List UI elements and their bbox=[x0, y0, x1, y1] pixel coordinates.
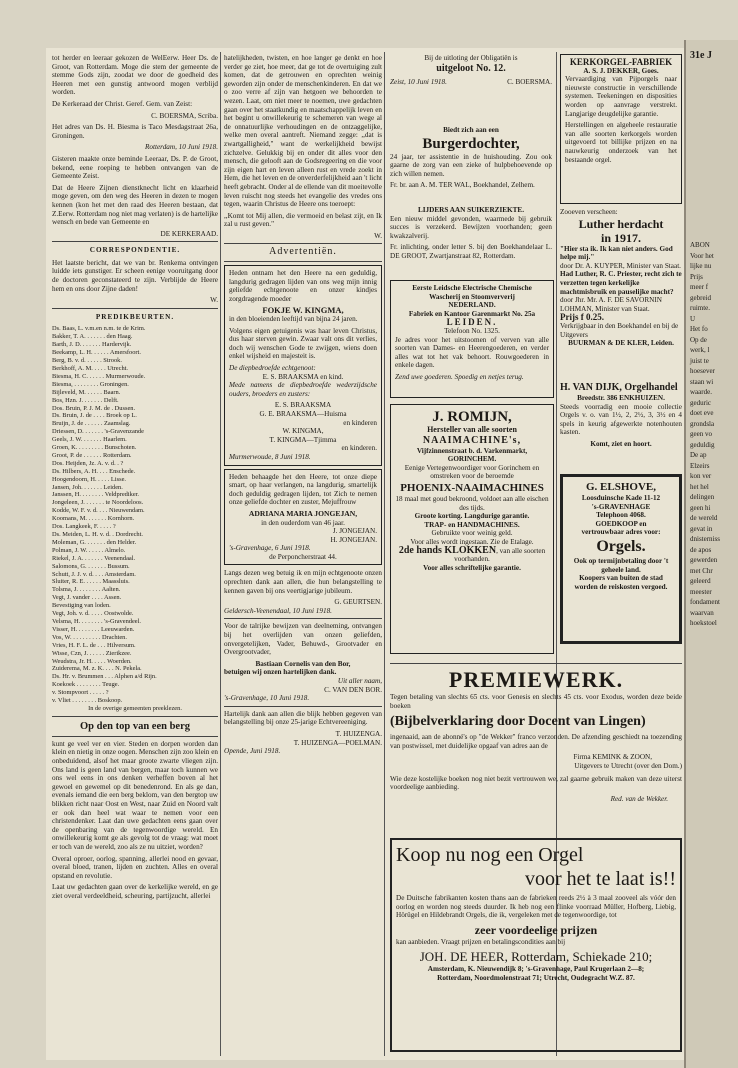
ad-vandijk bbox=[560, 382, 682, 468]
ad-kingma-family: E. S. BRAAKSMA bbox=[274, 401, 332, 410]
preacher-entry: Dos. Bruin, P. J. M. de . Dussen. bbox=[52, 404, 136, 412]
romijn-parts: Voor alles wordt ingestaan. Zie de Etalage. bbox=[410, 537, 534, 546]
hope-text: Dat de Heere Zijnen dienstknecht licht en klaarheid moge geven, om den weg des Heeren in dezen te mogen kennen (kon het met den raad des Heeren bestaan, dat Z.Eerw. Rotterdam nog niet mag verlaten) is de hartelijke wensch en bede van Gemeente en bbox=[52, 183, 218, 227]
adjacent-page-word: hoekstoel bbox=[690, 619, 717, 627]
preacher-entry: Ds. Bruin, J. de . . . . Broek op L. bbox=[52, 412, 137, 420]
kerkorgel-title: KERKORGEL-FABRIEK bbox=[569, 57, 673, 67]
wascherij-line2: Wascherij en Stoomververij bbox=[429, 292, 515, 301]
preacher-entry: Dos. Langkeek, F. . . . . ? bbox=[52, 523, 116, 531]
adjacent-page-word: hoesever bbox=[690, 367, 715, 375]
intro-text: tot herder en leeraar gekozen de WelEerw. Heer Ds. de Groot, van Rotterdam. Moge die stem der gemeente de stemme Gods zijn, zoodat we door de goedheid des Heeren met een gunstig antwoord mogen verblijd worden. bbox=[52, 54, 218, 97]
obligaties-line: Bij de uitloting der Obligatiën is bbox=[424, 54, 518, 62]
ad-burgerdochter bbox=[390, 126, 552, 196]
divider bbox=[52, 308, 218, 309]
adjacent-page-word: meer f bbox=[690, 283, 709, 291]
adjacent-page-word: lijke nu bbox=[690, 262, 712, 270]
adjacent-page-word: ruimte. bbox=[690, 304, 711, 312]
vandijk-body: Steeds voorradig een mooie collectie Orgels v. o. van 1½, 2, 2½, 3, 3½ en 4 spels in keurig afgewerkte notenhouten kasten. bbox=[560, 402, 682, 437]
column-divider bbox=[384, 52, 385, 1056]
firm-city: Uitgevers te Utrecht (over den Dom.) bbox=[574, 761, 682, 770]
ad-vandenbor-sig-label: Uit aller naam, bbox=[337, 677, 382, 685]
bijbel-title: (Bijbelverklaring door Docent van Lingen) bbox=[390, 714, 646, 730]
ad-kingma-body: Volgens eigen getuigenis was haar leven Christus, dus haar sterven gewin. Zwaar valt ons dit verlies, doch wij wenschen Gode te zwijgen, wiens doen enkel wijsheid en majesteit is. bbox=[229, 326, 377, 361]
dateline: Rotterdam, 10 Juni 1918. bbox=[145, 143, 218, 152]
preacher-entry: Hoogendoorn, H. . . . . Lisse. bbox=[52, 475, 127, 483]
preacher-entry: Bevestiging van loden. bbox=[52, 602, 111, 610]
predikbeurten-subhead: Ds. Baas, L. v.m.en n.m. te de Krim. bbox=[52, 325, 146, 333]
article-quote: ,,Komt tot Mij allen, die vermoeid en belast zijt, en Ik zal u rust geven." bbox=[224, 211, 382, 229]
elshove-city: 's-GRAVENHAGE bbox=[591, 502, 651, 511]
article-paragraph: kunt ge veel ver en vier. Steden en dorpen worden dan klein en nietig in onze oogen. Menschen zijn zoo klein en onbeduidend, alsof het maar groote zwarte vliegen zijn. Ons land is geen land van bergen, maar toch kunnen we ons wel eens in ons denken verheffen boven al het gewoel en gewemel op dit benedenrond. En als ge dan, evenals iemand die een berg beklom, van den bergtop uw blikken richt naar Oost en West, naar Zuid en Noord valt er ook dan heel wat waar te nemen voor een christendenker. Laat dan uwe gedachten eens gaan over de openbaring van de tegenwoordige wereld. En onwillekeurig komt ge als gevolg tot de vraag: wat moet er toch van de wereld, zoo als ze nu uitziet, worden? bbox=[52, 739, 218, 851]
column-divider bbox=[220, 52, 221, 1056]
preacher-entry: Tolsma, J. . . . . . . . Aalten. bbox=[52, 586, 121, 594]
preacher-entry: Salomons, G. . . . . . . Bussum. bbox=[52, 562, 130, 570]
adjacent-page-word: delingen bbox=[690, 493, 715, 501]
divider bbox=[52, 716, 218, 717]
adjacent-page-word: doet eve bbox=[690, 409, 714, 417]
ad-geurtsen-sig: G. GEURTSEN. bbox=[334, 598, 382, 607]
predikbeurten-list bbox=[52, 333, 218, 705]
suikerziekte-contact: Fr. inlichting, onder letter S. bij den Boekhandelaar L. DE GROOT, Zwartjanstraat 82, Rotterdam. bbox=[390, 243, 552, 260]
column-2 bbox=[224, 54, 382, 1054]
signature-boersma: C. BOERSMA, Scriba. bbox=[151, 111, 218, 120]
ad-orgel bbox=[390, 838, 682, 1052]
call-text: Gisteren maakte onze beminde Leeraar, Ds. P. de Groot, bekend, eene roeping te hebben ontvangen van de Gemeente Zeist. bbox=[52, 154, 218, 181]
adjacent-page-word: de apos bbox=[690, 545, 712, 554]
ad-kingma-name: FOKJE W. KINGMA, bbox=[262, 305, 344, 316]
preacher-entry: Koomans, M. . . . . . . Kornhorn. bbox=[52, 515, 135, 523]
ad-kingma-family: W. KINGMA, bbox=[282, 427, 324, 436]
firm-name: Firma KEMINK & ZOON, bbox=[573, 753, 652, 762]
ad-romijn bbox=[390, 404, 554, 654]
elshove-buyers: Koopers van buiten de stad worden de reiskosten vergoed. bbox=[574, 574, 668, 591]
correspondence-text: Het laatste bericht, dat we van br. Renkema ontvingen luidde iets gunstiger. Er scheen eenige vooruitgang door de doctoren geconstateerd te zijn. Verblijde de Heere hem en ons door Zijne daden! bbox=[52, 258, 218, 293]
ad-huizenga-sig: T. HUIZENGA—POELMAN. bbox=[293, 738, 382, 747]
ad-kingma-family: T. KINGMA—Tjimma bbox=[269, 435, 337, 444]
wascherij-line3: NEDERLAND. bbox=[448, 301, 496, 310]
romijn-clocks2: , van alle soorten voorhanden. bbox=[454, 546, 546, 564]
elshove-trust: vertrouwbaar adres voor: bbox=[581, 528, 661, 537]
ad-geurtsen-place: Geldersch-Veenendaal, 10 Juni 1918. bbox=[224, 606, 332, 615]
luther-author2: door Jhr. Mr. A. F. DE SAVORNIN LOHMAN, Minister van Staat. bbox=[560, 296, 662, 313]
adjacent-page-word: gewerden bbox=[690, 556, 718, 564]
preacher-entry: v. Vliet . . . . . . . . Boskoop. bbox=[52, 697, 123, 705]
luther-question: Had Luther, R. C. Priester, recht zich te verzetten tegen kerkelijke machtmisbruik en pauselijke macht? bbox=[560, 270, 682, 296]
preacher-entry: Ds. Hilbers, A. H. . . . Enschede. bbox=[52, 467, 136, 475]
preacher-entry: Vries, H. F. L. de . . . Hilversum. bbox=[52, 641, 136, 649]
wascherij-foot: Zend uwe goederen. Spoedig en netjes terug. bbox=[395, 372, 524, 381]
preacher-entry: v. Stompvoort . . . . . ? bbox=[52, 689, 109, 697]
elshove-name: G. ELSHOVE, bbox=[586, 481, 656, 493]
ad-jongejan-age: in den ouderdom van 46 jaar. bbox=[261, 518, 345, 527]
adjacent-page-text bbox=[690, 240, 738, 629]
elshove-terms: Ook op termijnbetaling door 't geheele land. bbox=[573, 556, 669, 574]
elshove-product: Orgels. bbox=[596, 537, 646, 555]
preacher-entry: Ds. Meiden, L. H. v. d. . Dordrecht. bbox=[52, 531, 143, 538]
ad-jongejan-name: ADRIANA MARIA JONGEJAN, bbox=[248, 508, 358, 518]
adjacent-page-word: met Chr bbox=[690, 566, 713, 575]
ad-kingma-mourner: E. S. BRAAKSMA en kind. bbox=[262, 372, 344, 381]
preacher-entry: Biesma, H. C. . . . . . Murmerwoude. bbox=[52, 372, 146, 380]
ad-kingma-family-label: Mede namens de diepbedroefde wederzijdsche ouders, broeders en zusters: bbox=[229, 381, 377, 398]
orgel-name: JOH. DE HEER, Rotterdam, Schiekade 210; bbox=[419, 949, 653, 965]
adjacent-page-word: gevat in bbox=[690, 524, 713, 533]
romijn-repair: Voor alles schriftelijke garantie. bbox=[423, 563, 521, 572]
preacher-entry: Bakker, T. A. . . . . . . den Haag. bbox=[52, 333, 133, 341]
orgel-address1: Amsterdam, K. Nieuwendijk 8; 's-Gravenhage, Paul Krugerlaan 2—8; bbox=[427, 965, 645, 974]
wascherij-address: Fabriek en Kantoor Garenmarkt No. 25a bbox=[408, 309, 536, 318]
preacher-entry: Weudstra, Jr. H. . . . . Woerden. bbox=[52, 657, 132, 665]
article-title: Op den top van een berg bbox=[80, 720, 190, 732]
luther-price: Prijs f 0.25. bbox=[560, 312, 604, 323]
predikbeurten-heading: PREDIKBEURTEN. bbox=[95, 312, 175, 321]
ad-jongejan-lead: Heden behaagde het den Heere, tot onze diepe smart, op haar verlangen, na langdurig, smartelijk doch geduldig gedragen lijden, tot Zich te nemen onze geliefde dochter en zuster, Mejuffrouw bbox=[229, 472, 377, 507]
romijn-used: Gebruikte voor weinig geld. bbox=[431, 529, 513, 538]
ad-kingma-mourner-label: De diepbedroefde echtgenoot: bbox=[229, 364, 316, 372]
wascherij-body: Je adres voor het uitstoomen of verven van alle soorten van Dames- en Heerengoederen, en verder alles wat tot het vak behoort. Rouwgoederen in enkele dagen. bbox=[395, 335, 549, 370]
romijn-warranty: 18 maal met goud bekroond, voldoet aan alle eischen des tijds. bbox=[395, 494, 549, 512]
preacher-entry: Beekamp, L. H. . . . . . Amersfoort. bbox=[52, 349, 141, 357]
ad-huizenga-text: Hartelijk dank aan allen die blijk hebben gegeven van belangstelling bij onze 25-jarige Echtvereeniging. bbox=[224, 709, 382, 727]
preacher-entry: Zuiderema, M. z. K. . . . N. Pekela. bbox=[52, 665, 142, 673]
luther-intro: Zooeven verscheen: bbox=[560, 208, 618, 216]
preacher-entry: Berg, B. v. d. . . . . . Strook. bbox=[52, 357, 122, 365]
kerkorgel-owner: A. S. J. DEKKER, Goes. bbox=[583, 66, 659, 75]
ad-obligaties bbox=[390, 54, 552, 106]
luther-publisher: BUURMAN & DE KLER, Leiden. bbox=[568, 339, 674, 348]
preacher-entry: Jongeleen, J. . . . . . . te Noordeloos. bbox=[52, 499, 144, 507]
suikerziekte-title: LIJDERS AAN SUIKERZIEKTE. bbox=[417, 206, 525, 214]
orgel-head1: Koop nu nog een Orgel bbox=[396, 844, 584, 866]
preacher-entry: Biesma, . . . . . . . . Groningen. bbox=[52, 380, 129, 388]
ad-vandenbor-sig: C. VAN DEN BOR. bbox=[324, 685, 382, 694]
orgel-prijzen: zeer voordeelige prijzen bbox=[474, 922, 598, 937]
romijn-clocks-line bbox=[395, 544, 549, 564]
ad-wascherij bbox=[390, 280, 554, 398]
preacher-entry: Bos, Hzn. J. . . . . . . Delft. bbox=[52, 396, 119, 404]
ad-kingma-family: en kinderen. bbox=[341, 444, 377, 453]
adjacent-page-word: waarde. bbox=[690, 388, 712, 396]
burgerdochter-head: Biedt zich aan een bbox=[443, 126, 499, 134]
ad-kingma-family: G. E. BRAAKSMA—Huisma bbox=[259, 409, 347, 418]
preacher-entry: Velsma, H. . . . . . . . 's-Gravendeel. bbox=[52, 617, 141, 625]
preacher-entry: Moleman, G. . . . . . . den Helder. bbox=[52, 538, 137, 546]
obligaties-number: uitgeloot No. 12. bbox=[436, 62, 506, 74]
luther-quote: "Hier sta ik. Ik kan niet anders. God helpe mij." bbox=[560, 244, 673, 262]
adjacent-page-word: geduric bbox=[690, 398, 711, 407]
ad-vandenbor-text: Voor de talrijke bewijzen van deelneming, ontvangen bij het overlijden van onzen geliefden, onvergetelijken, Vader, Behuwd-, Grootvader en Overgrootvader, bbox=[224, 622, 382, 657]
adjacent-page-word: de wereld bbox=[690, 514, 718, 522]
burgerdochter-body: 24 jaar, ter assistentie in de huishouding. Zou ook gaarne de zorg van een zieke of hulpbehoevende op zich willen nemen. bbox=[390, 152, 552, 178]
predikbeurten-footer: In de overige gemeenten preeklezen. bbox=[88, 704, 182, 712]
column-1 bbox=[52, 54, 218, 1054]
adjacent-page-word: juist te bbox=[690, 356, 709, 365]
preacher-entry: Bijleveld, M. . . . . . Baarn. bbox=[52, 388, 121, 396]
adjacent-page-word: staan wi bbox=[690, 377, 714, 386]
article-continued: hatelijkheden, twisten, en hoe langer ge denkt en hoe verder ge ziet, hoe meer, dat ge tot de overtuiging zult komen, dat de getrouwen en oprechten weinig geworden zijn onder de menschenkinderen. En dat we o zoo verre af zijn van hetgoen we behoorden te wezen. Laat, om niet meer te noemen, uwe gedachten gaan over het staatkundig en maatschappelijk leven en het begint u onwillekeurig te schemeren van wege al de onnatuurlijke verhoudingen en de ontzaggelijke, welke men overal aantreft. Niemand zegge: ,,dat is zwartgalligheid," want de werkelijkheid bewijst zichzelve. Gelukkig bij en onder dit alles voor den mensch, die gelooft aan de Godsregeering en die voor zijn eigen hart en leven alleen rust en vrede zoekt in Hem, die het leven en de onverderfelijkheid aan 't licht heeft gebracht. Onder al de ellende van dit moeitevolle leven ruischt nog steeds het evangelie des vredes ons tegen, waarin Christus de Heere ons toeroept: bbox=[224, 54, 382, 209]
adjacent-page-word: grondsla bbox=[690, 419, 715, 428]
ad-jongejan bbox=[224, 469, 382, 566]
adjacent-page-word: Het fo bbox=[690, 325, 708, 333]
wascherij-line1: Eerste Leidsche Electrische Chemische bbox=[412, 284, 532, 292]
preacher-entry: Vos, W. . . . . . . . . . Drachten. bbox=[52, 633, 127, 641]
elshove-phone: Telephoon 4068. bbox=[596, 511, 646, 520]
ad-jongejan-street: de Perponcherstraat 44. bbox=[269, 552, 337, 561]
preacher-entry: Groen, K. . . . . . . . . Bunschoten. bbox=[52, 444, 137, 452]
luther-author1: door Dr. A. KUYPER, Minister van Staat. bbox=[560, 261, 681, 270]
ad-kerkorgel bbox=[560, 54, 682, 204]
divider bbox=[224, 261, 382, 262]
preacher-entry: Bruijn, J. de . . . . . . Zaamslag. bbox=[52, 420, 131, 428]
adjacent-page-word: geen hi bbox=[690, 503, 711, 512]
ad-premiewerk bbox=[390, 660, 682, 832]
romijn-name: J. ROMIJN, bbox=[432, 409, 512, 425]
advertenties-heading: Advertentiën. bbox=[269, 246, 337, 258]
burgerdochter-title: Burgerdochter, bbox=[422, 135, 520, 152]
obligaties-place: Zeist, 10 Juni 1918. bbox=[390, 78, 447, 86]
orgel-text: De Duitsche fabrikanten kosten thans aan de fabrieken reeds 2½ à 3 maal zooveel als vóór den oorlog en worden nog steeds duurder. Ik heb nog een flinke voorraad Müller, Hofberg, Liebig, Hörügel en Hildebrandt Orgels, die ik, vergeleken met de tegenwoordige, tot bbox=[396, 894, 676, 920]
preacher-entry: Visser, H. . . . . . . . Leeuwarden. bbox=[52, 625, 135, 633]
romijn-agent: Eenige Vertegenwoordiger voor Gorinchem en omstreken voor de beroemde bbox=[404, 463, 540, 481]
ad-geurtsen bbox=[224, 569, 382, 615]
ad-vandenbor-name: Bastiaan Cornelis van den Bor, bbox=[255, 659, 351, 668]
address-note: Het adres van Ds. H. Biesma is Taco Mesdagstraat 26a, Groningen. bbox=[52, 123, 218, 140]
preacher-entry: Driessen, D. . . . . . . 's-Gravenzande bbox=[52, 428, 145, 436]
preacher-entry: Groot, P. de . . . . . . Rotterdam. bbox=[52, 451, 132, 459]
adjacent-page-word: werk, l bbox=[690, 346, 710, 354]
vandijk-address: Breedstr. 386 ENKHUIZEN. bbox=[577, 394, 665, 402]
preacher-entry: Vegt, Joh. v. d. . . . . Oostwolde. bbox=[52, 610, 134, 618]
wie-text: Wie deze kostelijke boeken nog niet bezit vertrouwen we, zal gaarne gebruik maken van deze uiterst voordeelige aanbieding. bbox=[390, 774, 682, 792]
adjacent-page-word: Op de bbox=[690, 335, 707, 344]
ad-jongejan-sig: J. JONGEJAN. bbox=[332, 527, 377, 536]
ad-vandenbor-place: 's-Gravenhage, 10 Juni 1918. bbox=[224, 694, 310, 703]
ad-elshove bbox=[560, 474, 682, 644]
romijn-product: PHOENIX-NAAIMACHINES bbox=[400, 481, 544, 494]
article-paragraph: Laat uw gedachten gaan over de kerkelijke wereld, en ge ziet overal verdeeldheid, scheuring, partijzucht, allerlei bbox=[52, 883, 218, 900]
divider bbox=[52, 736, 218, 737]
correspondence-heading: CORRESPONDENTIE. bbox=[89, 246, 181, 255]
preacher-entry: Berkhoff, A. M. . . . . Utrecht. bbox=[52, 364, 129, 372]
luther-shop: Verkrijgbaar in den Boekhandel en bij de Uitgevers bbox=[560, 321, 679, 339]
ad-jongejan-place: 's-Gravenhage, 6 Juni 1918. bbox=[229, 544, 311, 553]
burgerdochter-contact: Fr. br. aan A. M. TER WAL, Boekhandel, Zelhem. bbox=[390, 181, 535, 190]
romijn-trade: Hersteller van alle soorten bbox=[427, 425, 517, 434]
kerkeraad-text: De Kerkeraad der Christ. Geref. Gem. van Zeist: bbox=[52, 99, 193, 108]
correspondence-signature: W. bbox=[210, 296, 218, 305]
obligaties-signature: C. BOERSMA. bbox=[507, 78, 552, 86]
divider bbox=[390, 663, 682, 664]
vandijk-name: H. VAN DIJK, Orgelhandel bbox=[560, 382, 678, 393]
preacher-entry: Polman, J. W. . . . . . Almelo. bbox=[52, 546, 126, 554]
kerkorgel-body2: Herstellingen en algeheele restauratie van alle soorten kerkorgels worden uitgevoerd tot billijke prijzen en na nauwkeurig onderzoek van het bestaande orgel. bbox=[565, 121, 677, 164]
vandijk-foot: Komt, ziet en hoort. bbox=[590, 439, 652, 448]
romijn-clocks: 2de hands KLOKKEN bbox=[398, 544, 497, 556]
preacher-entry: Koekoek . . . . . . . . Teuge. bbox=[52, 681, 120, 689]
newspaper-page bbox=[46, 48, 684, 1060]
bijbel-text: ingenaaid, aan de abonné's op "de Wekker" franco verzonden. De afzending geschiedt na toezending van postwissel, met duidelijke opgaaf van adres aan de bbox=[390, 733, 682, 750]
ad-huizenga-sig: T. HUIZENGA. bbox=[335, 729, 382, 738]
romijn-city: GORINCHEM. bbox=[447, 455, 497, 464]
preacher-entry: Wisse, Czn, J. . . . . . Zierikzee. bbox=[52, 649, 132, 657]
ad-kingma bbox=[224, 265, 382, 465]
preacher-entry: Jansen, Joh. . . . . . . Leiden. bbox=[52, 483, 123, 491]
adjacent-page-word: fondament bbox=[690, 598, 720, 606]
article-signature: W. bbox=[374, 231, 382, 240]
suikerziekte-body: Een nieuw middel gevonden, waarmede bij gebruik succes is verzekerd. Bewijzen voorhanden; geen kwakzalverij. bbox=[390, 214, 552, 240]
adjacent-page-word: Elzeirs bbox=[690, 461, 710, 470]
kerkorgel-body: Vervaardiging van Pijporgels naar nieuwste constructie in verschillende systemen. Teekeningen en disposities worden op aanvrage verstrekt. Langjarige deugdelijke garantie. bbox=[565, 75, 677, 118]
ad-kingma-lead: Heden ontnam het den Heere na een geduldig, langdurig gedragen lijden van ons weg mijn innig geliefde echtgenoote en onzer kindjes zorgdragende moeder bbox=[229, 269, 377, 303]
wascherij-phone: Telefoon No. 1325. bbox=[444, 326, 500, 335]
orgel-offer: kan aanbieden. Vraagt prijzen en betalingscondities aan bij bbox=[396, 937, 566, 946]
divider bbox=[224, 706, 382, 707]
adjacent-page-word: meester bbox=[690, 587, 712, 596]
adjacent-page-word: U bbox=[690, 314, 696, 323]
preacher-entry: Sluiter, R. E. . . . . . Maassluis. bbox=[52, 578, 130, 586]
adjacent-page-word: waarvan bbox=[690, 608, 714, 617]
adjacent-page-word: geduldig bbox=[690, 440, 715, 449]
ad-geurtsen-text: Langs dezen weg betuig ik en mijn echtgenoote onzen oprechten dank aan allen, die hun belangstelling te kennen gaven bij ons veertigjarige jubileum. bbox=[224, 569, 382, 595]
ad-jongejan-sig: H. JONGEJAN. bbox=[330, 535, 377, 544]
signature-kerkeraad: DE KERKERAAD. bbox=[160, 229, 218, 238]
adjacent-page-word: De ap bbox=[690, 451, 707, 459]
luther-title: Luther herdacht bbox=[578, 216, 664, 231]
preacher-entry: Geels, J. W. . . . . . . Haarlem. bbox=[52, 436, 127, 444]
ad-luther bbox=[560, 208, 682, 378]
ad-vandenbor bbox=[224, 622, 382, 702]
preacher-entry: Ds. Hr. v. Brummen . . . Alphen a/d Rijn. bbox=[52, 673, 157, 681]
preacher-entry: Janssen, H. . . . . . . . Veldprediker. bbox=[52, 491, 140, 499]
preacher-entry: Vegt, J. vander . . . . Assen. bbox=[52, 594, 122, 602]
preacher-entry: Schutt, J. J. v. d. . . . Amsterdam. bbox=[52, 570, 136, 578]
article-paragraph: Overal oproer, oorlog, spanning, allerlei nood en gevaar, overal bloed, tranen, lijden en zuchten. Alles en overal opstand en revolutie. bbox=[52, 854, 218, 880]
adjacent-page-word: gebreid bbox=[690, 293, 711, 302]
romijn-trap: TRAP- en HANDMACHINES. bbox=[424, 520, 520, 529]
romijn-terms: Groote korting. Langdurige garantie. bbox=[414, 512, 530, 521]
orgel-address2: Rotterdam, Noordmolenstraat 71; Utrecht, Oudegracht W.Z. 87. bbox=[437, 973, 635, 982]
premiewerk-title: PREMIEWERK. bbox=[448, 667, 624, 692]
red-signature: Red. van de Wekker. bbox=[610, 794, 668, 803]
ad-huizenga bbox=[224, 710, 382, 756]
ad-kingma-age: in den bloeienden leeftijd van bijna 24 jaren. bbox=[229, 315, 358, 324]
preacher-entry: Kodde, W. F. v. d. . . . Nieuwendam. bbox=[52, 507, 145, 515]
adjacent-page-word: geleerd bbox=[690, 577, 711, 585]
elshove-cheap: GOEDKOOP en bbox=[595, 519, 647, 528]
preacher-entry: Barth, J. D. . . . . . . Hardervijk. bbox=[52, 341, 132, 349]
romijn-address: Vijfzinnenstraat b. d. Varkenmarkt, bbox=[416, 446, 528, 455]
wascherij-city: LEIDEN. bbox=[446, 317, 498, 328]
ad-vandenbor-thanks: betuigen wij onzen hartelijken dank. bbox=[224, 668, 337, 677]
divider bbox=[224, 618, 382, 619]
adjacent-page-word: ABON bbox=[690, 241, 710, 249]
romijn-trade2: NAAIMACHINE's, bbox=[422, 434, 522, 446]
adjacent-page-word: het hel bbox=[690, 482, 709, 491]
divider bbox=[224, 243, 382, 244]
adjacent-page-top-label: 31e J bbox=[690, 50, 712, 61]
adjacent-page-word: geen vo bbox=[690, 430, 712, 438]
adjacent-page-word: Prijs bbox=[690, 272, 703, 281]
ad-kingma-place: Murmerwoude, 8 Juni 1918. bbox=[229, 452, 311, 461]
ad-suikerziekte bbox=[390, 206, 552, 278]
adjacent-page-word: Voor het bbox=[690, 251, 714, 260]
preacher-entry: Riekel, J. A. . . . . . . Veenendaal. bbox=[52, 554, 136, 562]
ad-huizenga-place: Opende, Juni 1918. bbox=[224, 747, 281, 756]
ad-kingma-family: en kinderen bbox=[343, 418, 377, 427]
orgel-head2: voor het te laat is!! bbox=[524, 868, 676, 890]
divider bbox=[52, 241, 218, 242]
elshove-address: Loosduinsche Kade 11-12 bbox=[581, 494, 661, 502]
adjacent-page-edge bbox=[684, 40, 738, 1068]
premiewerk-text: Tegen betaling van slechts 65 cts. voor Genesis en slechts 45 cts. voor Exodus, worden deze beide boeken bbox=[390, 693, 682, 710]
adjacent-page-word: kon ver bbox=[690, 472, 712, 480]
preacher-entry: Dos. Heijden, Jz. A. v. d. . ? bbox=[52, 459, 124, 467]
adjacent-page-word: dnisterniss bbox=[690, 535, 720, 543]
luther-year: in 1917. bbox=[600, 230, 641, 245]
